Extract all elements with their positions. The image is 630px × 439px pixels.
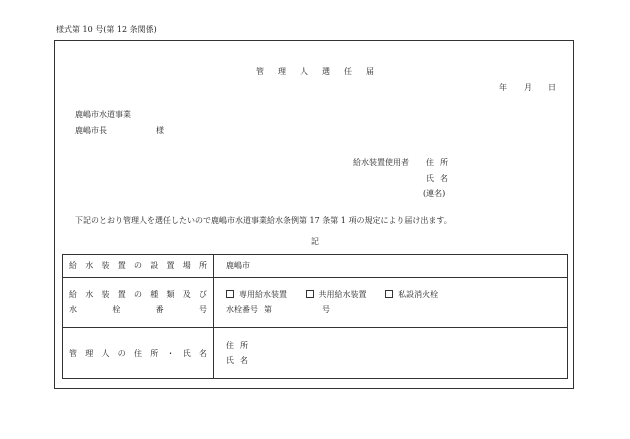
checkbox-icon[interactable] — [385, 290, 393, 298]
checkbox-icon[interactable] — [306, 290, 314, 298]
addressee-head: 鹿嶋市長 — [75, 126, 107, 135]
date-year: 年 — [499, 83, 507, 92]
addressee-org: 鹿嶋市水道事業 — [75, 110, 131, 119]
manager-address-label: 住所 — [226, 341, 254, 351]
manager-label: 管 理 人 の 住 所 ・ 氏 名 — [63, 328, 214, 379]
type-label: 給 水 装 置 の 種 類 及 び 水 栓 番 号 — [63, 277, 214, 328]
location-value[interactable]: 鹿嶋市 — [214, 255, 568, 278]
option-dedicated[interactable]: 専用給水装置 — [226, 290, 287, 299]
records-table — [62, 254, 568, 379]
form-code: 様式第 10 号(第 12 条関係) — [56, 25, 157, 34]
ki-heading: 記 — [311, 237, 319, 246]
faucet-label: 水栓番号 — [226, 305, 258, 315]
table-row-location — [63, 255, 568, 278]
applicant-address-label: 住所 — [426, 158, 454, 167]
option-shared[interactable]: 共用給水装置 — [306, 290, 367, 299]
statement-text: 下記のとおり管理人を選任したいので鹿嶋市水道事業給水条例第 17 条第 1 項の規定により届け出ます。 — [75, 216, 452, 225]
checkbox-icon[interactable] — [226, 290, 234, 298]
applicant-seal-label: (連名) — [423, 189, 446, 198]
date-month: 月 — [524, 83, 532, 92]
faucet-suffix: 号 — [322, 305, 330, 315]
applicant-name-label: 氏名 — [426, 174, 454, 183]
manager-value[interactable] — [214, 328, 568, 379]
applicant-label: 給水装置使用者 — [353, 158, 409, 167]
table-row-manager — [63, 328, 568, 379]
table-row-type — [63, 277, 568, 328]
form-title: 管 理 人 選 任 届 — [256, 67, 374, 76]
addressee-honorific: 様 — [156, 126, 164, 135]
option-hydrant[interactable]: 私設消火栓 — [385, 290, 438, 299]
type-value — [214, 277, 568, 328]
faucet-prefix: 第 — [264, 305, 272, 315]
location-label: 給 水 装 置 の 設 置 場 所 — [63, 255, 214, 278]
manager-name-label: 氏名 — [226, 356, 254, 366]
date-day: 日 — [548, 83, 556, 92]
